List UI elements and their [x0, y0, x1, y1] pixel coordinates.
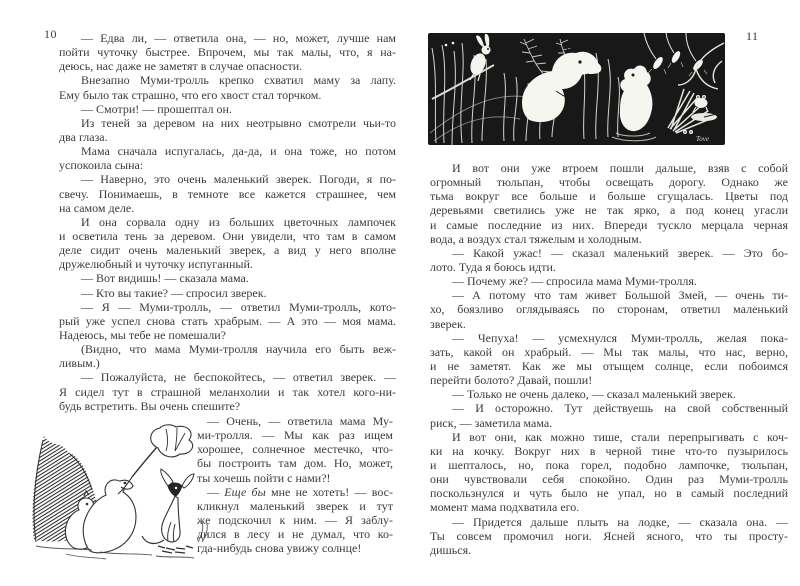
text-line: бы построить там дом. Но, может,	[197, 456, 393, 471]
text-line: ми-тролля. — Мы как раз ищем	[197, 428, 393, 443]
text-line: рый уже успел снова стать храбрым. — А это — моя мама.	[59, 313, 396, 328]
text-line: — Вот видишь! — сказала мама.	[81, 271, 249, 286]
text-line: момент мама подхватила его.	[430, 500, 580, 515]
text-line: — А потому что там живет Большой Змей, — очень ти-	[452, 288, 788, 303]
text-line: И она сорвала одну из больших цветочных лампочек	[81, 214, 396, 229]
text-line: — Почему же? — спросила мама Муми-тролля.	[452, 274, 697, 289]
text-line: хо, боязливо оглядываясь по сторонам, ответил маленький	[430, 302, 788, 317]
text-line: — Смотри! — прошептал он.	[81, 101, 232, 116]
text-line: Ему было так страшно, что его хвост стал торчком.	[59, 87, 322, 102]
text-line: Я сидел тут в страшной меланхолии и так хотел кого-ни-	[59, 384, 396, 399]
text-line: и осветила тень за деревом. Они увидели, что там в самом	[59, 228, 396, 243]
text-line: Ты совсем промочил ноги. Ясней ясного, что ты просту-	[430, 528, 788, 543]
text-line: тьма вокруг все больше и больше сгущалась. Цветы под	[430, 189, 788, 204]
left-page-wrap-text	[197, 414, 393, 555]
text-line: и шепталось, но, пока горел, подобно лампочке, тюльпан,	[430, 457, 788, 472]
text-line: же подскочил к ним. — Я заблу-	[197, 512, 393, 527]
text-line: и самые последние из них. Впереди тускло мерцала черная	[430, 217, 788, 232]
left-page-main-text	[59, 31, 396, 413]
text-line: перейти болото? Давай, пошли!	[430, 373, 593, 388]
text-line: Надеюсь, мы тебе не помешали?	[59, 327, 226, 342]
text-line: два глаза.	[59, 129, 108, 144]
text-line: огромный тюльпан, чтобы освещать дорогу. Однако же	[430, 175, 788, 190]
text-line: дился в лесу и не думал, что ко-	[197, 527, 393, 542]
page-number-right: 11	[746, 29, 759, 43]
text-line: — Пожалуйста, не беспокойтесь, — ответил зверек. —	[81, 370, 396, 385]
artist-signature: Tove	[696, 135, 709, 143]
text-line: свечу. Понимаешь, в темноте все кажется страшнее, чем	[59, 186, 396, 201]
text-line: — Кто вы такие? — спросил зверек.	[81, 285, 267, 300]
text-line: риск, — заметила мама.	[430, 415, 553, 430]
text-line: дружелюбный и чуточку испуганный.	[59, 257, 253, 272]
dark-swamp-illustration	[428, 33, 725, 145]
text-line: кликнул маленький зверек и тут	[197, 498, 393, 513]
text-line: на самом деле.	[59, 200, 135, 215]
text-line: Из теней за деревом на них неотрывно смотрели чьи-то	[81, 115, 396, 130]
text-line: они чувствовали себя спокойно. Один раз Муми-тролль	[430, 472, 788, 487]
text-line: Мама сначала испугалась, да-да, и она тоже, но потом	[81, 144, 396, 159]
text-line: И вот они, как можно тише, стали перепрыгивать с коч-	[452, 429, 788, 444]
text-line: — И осторожно. Тут действуешь на свой собственный	[452, 401, 788, 416]
text-line: будь встретить. Вы очень спешите?	[59, 398, 241, 413]
text-line: — Наверно, это очень маленький зверек. Погоди, я по-	[81, 172, 396, 187]
text-line: деле сидит очень маленький зверек, а вид у него вполне	[59, 243, 396, 258]
text-line: дишься.	[430, 542, 472, 557]
text-line: и не заметят. Как же мы отыщем солнце, если побоимся	[430, 358, 788, 373]
page-number-left: 10	[44, 27, 57, 41]
text-line: — Чепуха! — усмехнулся Муми-тролль, желая пока-	[452, 330, 788, 345]
text-line: гда-нибудь снова увижу солнце!	[197, 541, 362, 556]
text-line: (Видно, что мама Муми-тролля научила его быть веж-	[81, 342, 396, 357]
text-line: ливым.)	[59, 356, 100, 371]
text-line: — Какой ужас! — сказал маленький зверек. — Это бо-	[452, 245, 788, 260]
moomin-family-tulip-illustration	[30, 424, 210, 564]
right-page-text	[430, 161, 788, 557]
text-line: — Придется дальше плыть на лодке, — сказала она. —	[452, 514, 788, 529]
text-line: — Только не очень далеко, — сказал маленький зверек.	[452, 387, 736, 402]
text-line: зать, какой он храбрый. — Мы так малы, что нас, верно,	[430, 344, 788, 359]
text-line: пойти чуточку быстрее. Впрочем, мы так малы, что, я на-	[59, 45, 396, 60]
text-line: ки на кочку. Вокруг них в черной тине что-то пузырилось	[430, 443, 788, 458]
little-creature-figure	[142, 469, 194, 553]
text-line: успокоила сына:	[59, 158, 144, 173]
text-line: вода, а воздух стал тяжелым и холодным.	[430, 231, 642, 246]
text-line: деюсь, нас даже не заметят в случае опасности.	[59, 59, 303, 74]
text-line: деревьями светились уже не так ярко, а под конец угасли	[430, 203, 788, 218]
text-line: ты хочешь пойти с нами?!	[197, 470, 331, 485]
text-line: И вот они уже втроем пошли дальше, взяв с собой	[452, 161, 788, 175]
text-line: хорошее, солнечное местечко, что-	[197, 442, 393, 457]
text-line: — Я — Муми-тролль, — ответил Муми-тролль, кото-	[81, 299, 396, 314]
tulip-flower	[132, 425, 193, 477]
text-line: Внезапно Муми-тролль крепко схватил маму за лапу.	[81, 73, 396, 88]
text-line: — Едва ли, — ответила она, — но, может, лучше нам	[81, 31, 396, 45]
text-line: зверек.	[430, 316, 466, 331]
text-line: лото. Туда я боюсь идти.	[430, 259, 556, 274]
text-line: поскользнулся и чуть было не упал, но в самый последний	[430, 486, 788, 501]
text-line: — Очень, — ответила мама Му-	[207, 414, 393, 428]
text-line: — Еще бы мне не хотеть! — вос-	[207, 484, 393, 499]
